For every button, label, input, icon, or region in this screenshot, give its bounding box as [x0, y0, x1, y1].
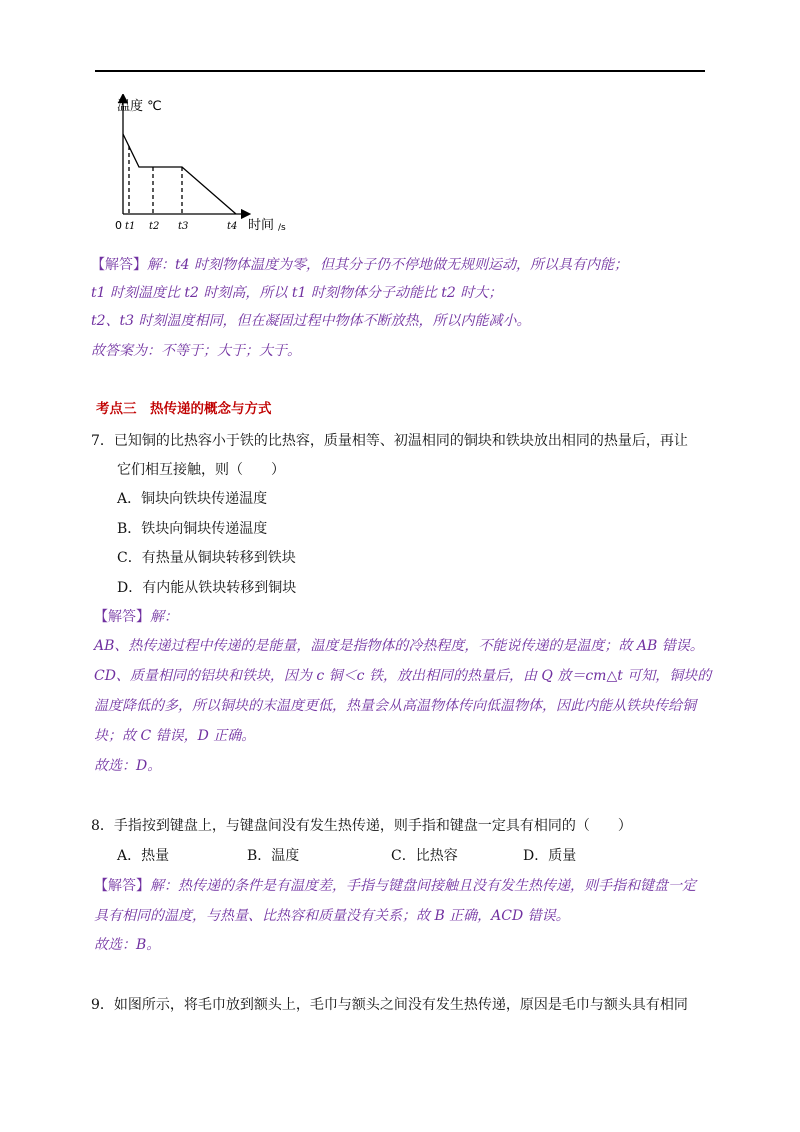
q7-option-a: A．铜块向铁块传递温度 — [117, 491, 268, 507]
answer7-line1: AB、热传递过程中传递的是能量，温度是指物体的冷热程度，不能说传递的是温度；故 AB 错误。 — [94, 638, 704, 654]
q7-option-c: C．有热量从铜块转移到铁块 — [117, 550, 296, 566]
answer7-line4: 块；故 C 错误，D 正确。 — [94, 728, 256, 744]
answer-tag: 【解答】 — [94, 609, 150, 625]
question9-line1: 9．如图所示，将毛巾放到额头上，毛巾与额头之间没有发生热传递，原因是毛巾与额头具有相同 — [91, 997, 688, 1013]
x-axis-unit: /s — [278, 223, 286, 233]
q8-option-b: B．温度 — [247, 848, 300, 864]
answer6-line3: t2、t3 时刻温度相同，但在凝固过程中物体不断放热，所以内能减小。 — [91, 313, 531, 329]
tick-t1: t1 — [125, 221, 136, 232]
origin-label: 0 — [115, 219, 122, 232]
question7-line1: 7．已知铜的比热容小于铁的比热容，质量相等、初温相同的铜块和铁块放出相同的热量后，再让 — [91, 433, 688, 449]
y-axis-label: 温度 ℃ — [117, 99, 162, 114]
question7-line2: 它们相互接触，则（ ） — [117, 462, 285, 478]
answer-tag: 【解答】 — [94, 878, 150, 894]
q7-option-b: B．铁块向铜块传递温度 — [117, 521, 268, 537]
answer8-line1: 【解答】解：热传递的条件是有温度差，手指与键盘间接触且没有发生热传递，则手指和键盘一定 — [94, 878, 696, 894]
tick-t3: t3 — [178, 221, 189, 232]
q7-option-d: D．有内能从铁块转移到铜块 — [117, 580, 297, 596]
x-axis-label: 时间 — [248, 218, 275, 233]
answer7-line3: 温度降低的多，所以铜块的末温度更低，热量会从高温物体传向低温物体，因此内能从铁块传给铜 — [94, 698, 696, 714]
answer6-line1: 【解答】解：t4 时刻物体温度为零，但其分子仍不停地做无规则运动，所以具有内能； — [91, 257, 628, 273]
q8-option-d: D．质量 — [523, 848, 577, 864]
answer8-line3: 故选：B。 — [94, 937, 161, 953]
tick-t4: t4 — [227, 221, 238, 232]
q8-option-c: C．比热容 — [391, 848, 458, 864]
answer6-line2: t1 时刻温度比 t2 时刻高，所以 t1 时刻物体分子动能比 t2 时大； — [91, 285, 503, 301]
answer7-head: 【解答】解： — [94, 609, 178, 625]
answer-tag: 【解答】 — [91, 257, 147, 273]
temperature-time-graph — [106, 94, 296, 234]
answer7-line5: 故选：D。 — [94, 758, 162, 774]
answer8-line2: 具有相同的温度，与热量、比热容和质量没有关系；故 B 正确，ACD 错误。 — [94, 908, 570, 924]
answer7-line2: CD、质量相同的铝块和铁块，因为 c 铜＜c 铁，放出相同的热量后，由 Q 放＝cm△t 可知，铜块的 — [94, 668, 712, 684]
temperature-curve — [123, 134, 236, 214]
header-rule — [95, 70, 705, 72]
tick-t2: t2 — [149, 221, 160, 232]
section-heading: 考点三 热传递的概念与方式 — [96, 401, 272, 417]
q8-option-a: A．热量 — [117, 848, 170, 864]
question8-line1: 8．手指按到键盘上，与键盘间没有发生热传递，则手指和键盘一定具有相同的（ ） — [91, 818, 632, 834]
answer6-line4: 故答案为：不等于；大于；大于。 — [91, 343, 301, 359]
